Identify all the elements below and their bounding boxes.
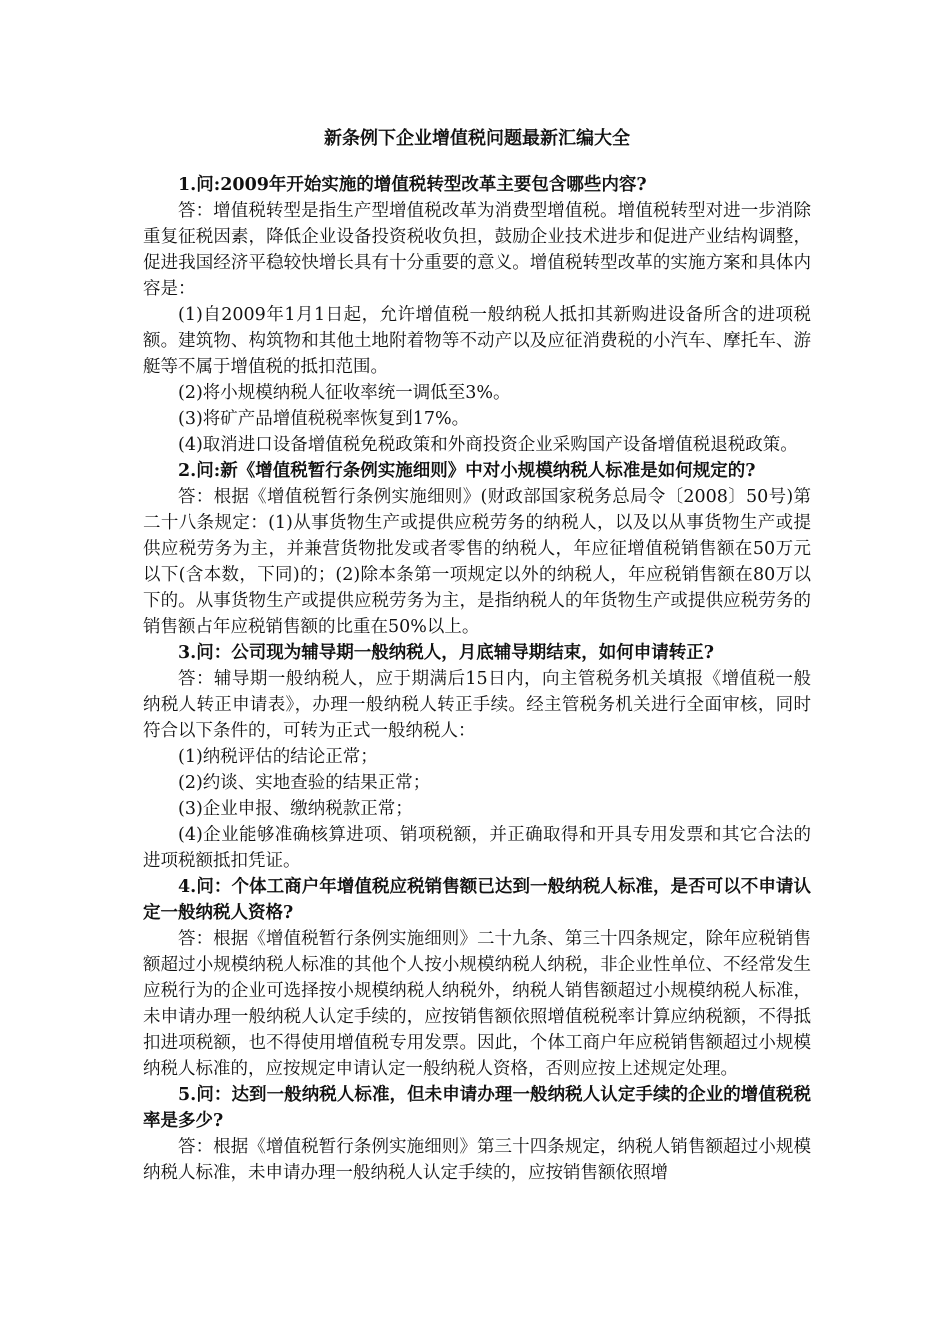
list-item: (4)取消进口设备增值税免税政策和外商投资企业采购国产设备增值税退税政策。 (178, 435, 798, 455)
list-item: (4)企业能够准确核算进项、销项税额，并正确取得和开具专用发票和其它合法的进项税额抵扣凭证。 (143, 825, 811, 871)
answer-paragraph: 答：辅导期一般纳税人，应于期满后15日内，向主管税务机关填报《增值税一般纳税人转正申请表》，办理一般纳税人转正手续。经主管税务机关进行全面审核，同时符合以下条件的，可转为正式一般纳税人： (143, 669, 811, 741)
answer-paragraph: 答：根据《增值税暂行条例实施细则》(财政部国家税务总局令〔2008〕50号)第二十八条规定：(1)从事货物生产或提供应税劳务的纳税人，以及以从事货物生产或提供应税劳务为主，并兼营货物批发或者零售的纳税人，年应征增值税销售额在50万元以下(含本数，下同)的；(2)除本条第一项规定以外的纳税人，年应税销售额在80万以下的。从事货物生产或提供应税劳务为主，是指纳税人的年货物生产或提供应税劳务的销售额占年应税销售额的比重在50%以上。 (143, 487, 811, 637)
list-item: (3)企业申报、缴纳税款正常； (178, 799, 413, 819)
question-heading: 4.问：个体工商户年增值税应税销售额已达到一般纳税人标准，是否可以不申请认定一般纳税人资格? (143, 877, 811, 923)
list-item: (2)约谈、实地查验的结果正常； (178, 773, 431, 793)
qa-section-4 (143, 874, 811, 1082)
list-item: (1)自2009年1月1日起，允许增值税一般纳税人抵扣其新购进设备所含的进项税额。建筑物、构筑物和其他土地附着物等不动产以及应征消费税的小汽车、摩托车、游艇等不属于增值税的抵扣范围。 (143, 305, 811, 377)
document-title: 新条例下企业增值税问题最新汇编大全 (324, 128, 630, 149)
qa-section-2 (143, 458, 811, 640)
answer-paragraph: 答：增值税转型是指生产型增值税改革为消费型增值税。增值税转型对进一步消除重复征税因素，降低企业设备投资税收负担，鼓励企业技术进步和促进产业结构调整，促进我国经济平稳较快增长具有十分重要的意义。增值税转型改革的实施方案和具体内容是： (143, 201, 811, 299)
question-heading: 5.问：达到一般纳税人标准，但未申请办理一般纳税人认定手续的企业的增值税税率是多少? (143, 1085, 811, 1131)
list-item: (1)纳税评估的结论正常； (178, 747, 378, 767)
list-item: (3)将矿产品增值税税率恢复到17%。 (178, 409, 470, 429)
qa-section-3 (143, 640, 811, 874)
qa-section-1 (143, 172, 811, 458)
qa-section-5 (143, 1082, 811, 1186)
answer-paragraph: 答：根据《增值税暂行条例实施细则》第三十四条规定，纳税人销售额超过小规模纳税人标准，未申请办理一般纳税人认定手续的，应按销售额依照增 (143, 1137, 811, 1183)
question-heading: 2.问:新《增值税暂行条例实施细则》中对小规模纳税人标准是如何规定的? (178, 461, 756, 481)
answer-paragraph: 答：根据《增值税暂行条例实施细则》二十九条、第三十四条规定，除年应税销售额超过小规模纳税人标准的其他个人按小规模纳税人纳税，非企业性单位、不经常发生应税行为的企业可选择按小规模纳税人纳税外，纳税人销售额超过小规模纳税人标准，未申请办理一般纳税人认定手续的，应按销售额依照增值税税率计算应纳税额，不得抵扣进项税额，也不得使用增值税专用发票。因此，个体工商户年应税销售额超过小规模纳税人标准的，应按规定申请认定一般纳税人资格，否则应按上述规定处理。 (143, 929, 811, 1079)
document-body (143, 126, 811, 1186)
question-heading: 1.问:2009年开始实施的增值税转型改革主要包含哪些内容? (178, 175, 647, 195)
list-item: (2)将小规模纳税人征收率统一调低至3%。 (178, 383, 511, 403)
question-heading: 3.问：公司现为辅导期一般纳税人，月底辅导期结束，如何申请转正? (178, 643, 715, 663)
